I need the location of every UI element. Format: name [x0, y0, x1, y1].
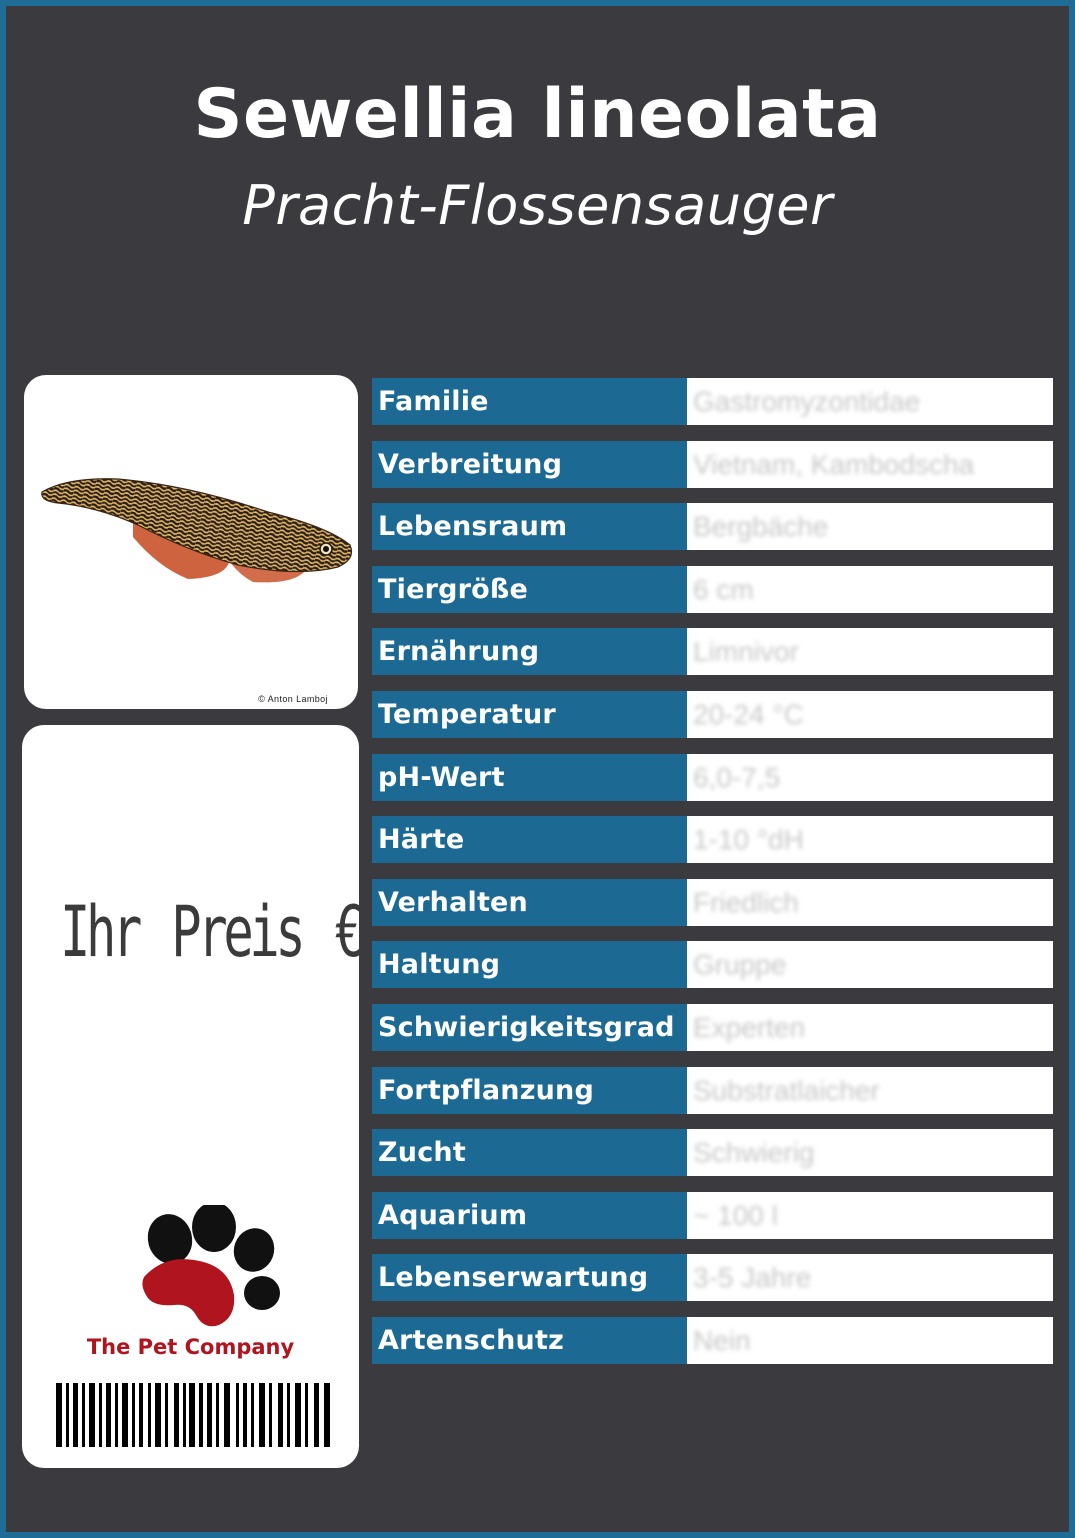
- table-row: [372, 1254, 1053, 1301]
- table-row: [372, 566, 1053, 613]
- table-row: [372, 378, 1053, 425]
- photo-card: [24, 375, 358, 709]
- fish-image: [38, 467, 358, 607]
- row-value: Nein: [687, 1317, 1053, 1364]
- row-label: Haltung: [372, 941, 687, 988]
- row-value: Substratlaicher: [687, 1067, 1053, 1114]
- row-value: Experten: [687, 1004, 1053, 1051]
- row-value: 3-5 Jahre: [687, 1254, 1053, 1301]
- table-row: [372, 691, 1053, 738]
- row-label: pH-Wert: [372, 754, 687, 801]
- paw-logo-icon: [134, 1205, 284, 1330]
- photo-credit: © Anton Lamboj: [258, 694, 328, 704]
- table-row: [372, 879, 1053, 926]
- table-row: [372, 754, 1053, 801]
- row-label: Verhalten: [372, 879, 687, 926]
- table-row: [372, 816, 1053, 863]
- table-row: [372, 1129, 1053, 1176]
- row-label: Artenschutz: [372, 1317, 687, 1364]
- price-card: [22, 725, 359, 1468]
- row-value: Friedlich: [687, 879, 1053, 926]
- table-row: [372, 1067, 1053, 1114]
- row-label: Lebensraum: [372, 503, 687, 550]
- row-value: 6,0-7,5: [687, 754, 1053, 801]
- row-value: 20-24 °C: [687, 691, 1053, 738]
- table-row: [372, 1317, 1053, 1364]
- table-row: [372, 441, 1053, 488]
- barcode-icon: [56, 1383, 336, 1447]
- table-row: [372, 503, 1053, 550]
- row-value: Vietnam, Kambodscha: [687, 441, 1053, 488]
- row-label: Ernährung: [372, 628, 687, 675]
- row-label: Temperatur: [372, 691, 687, 738]
- row-value: ~ 100 l: [687, 1192, 1053, 1239]
- row-label: Lebenserwartung: [372, 1254, 687, 1301]
- species-title: Sewellia lineolata: [193, 75, 882, 154]
- table-row: [372, 1004, 1053, 1051]
- row-value: Schwierig: [687, 1129, 1053, 1176]
- table-row: [372, 941, 1053, 988]
- row-value: Bergbäche: [687, 503, 1053, 550]
- row-value: Limnivor: [687, 628, 1053, 675]
- company-name: The Pet Company: [86, 1335, 295, 1359]
- row-value: Gruppe: [687, 941, 1053, 988]
- row-label: Härte: [372, 816, 687, 863]
- row-label: Verbreitung: [372, 441, 687, 488]
- row-label: Aquarium: [372, 1192, 687, 1239]
- species-common-name: Pracht-Flossensauger: [242, 174, 833, 237]
- row-label: Familie: [372, 378, 687, 425]
- row-label: Tiergröße: [372, 566, 687, 613]
- row-label: Fortpflanzung: [372, 1067, 687, 1114]
- row-label: Schwierigkeitsgrad: [372, 1004, 687, 1051]
- row-label: Zucht: [372, 1129, 687, 1176]
- row-value: 1-10 °dH: [687, 816, 1053, 863]
- row-value: 6 cm: [687, 566, 1053, 613]
- table-row: [372, 1192, 1053, 1239]
- price-label: Ihr Preis €: [60, 891, 361, 973]
- row-value: Gastromyzontidae: [687, 378, 1053, 425]
- table-row: [372, 628, 1053, 675]
